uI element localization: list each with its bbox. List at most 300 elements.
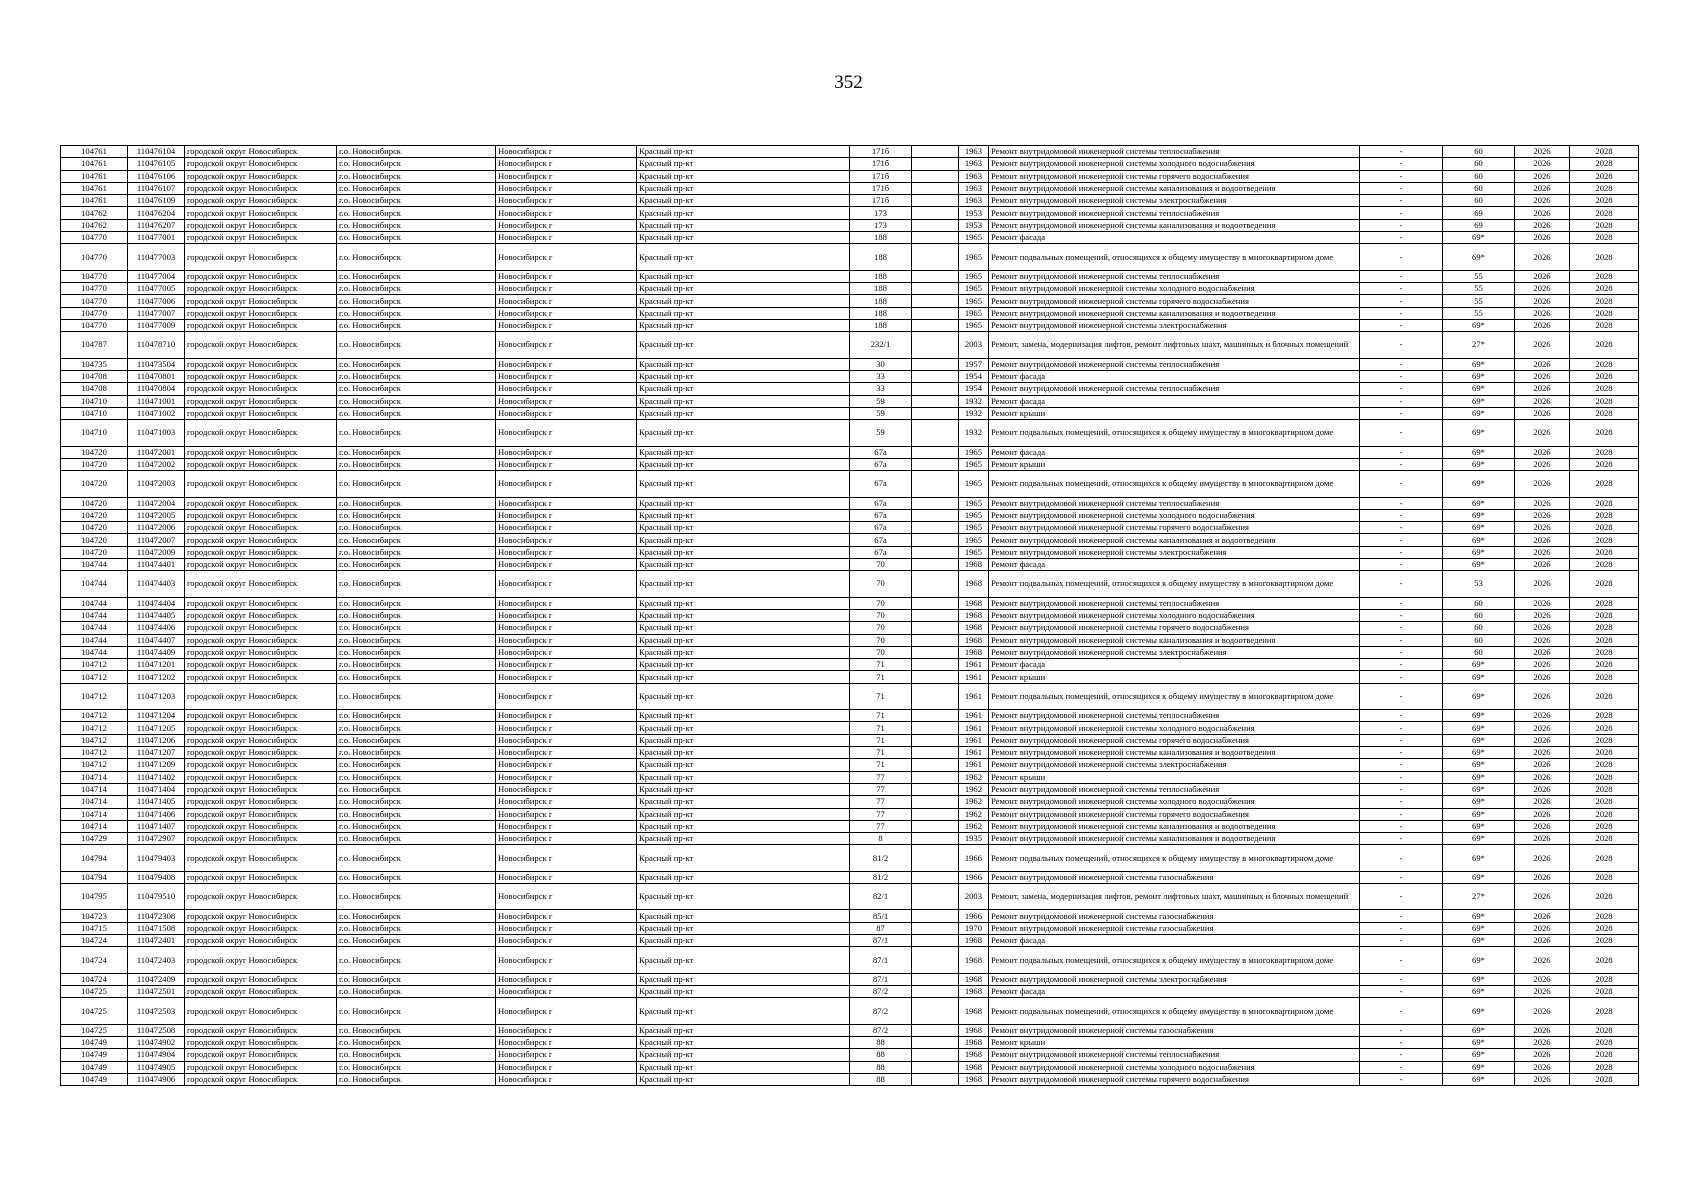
cell-period-start: 2026 (1515, 270, 1570, 282)
cell-period-start: 2026 (1515, 332, 1570, 358)
cell-housing-block (912, 747, 959, 759)
cell-house-id: 104725 (61, 1024, 128, 1036)
cell-settlement: г.о. Новосибирск (337, 597, 496, 609)
cell-period-end: 2028 (1570, 370, 1639, 382)
cell-municipal-district: городской округ Новосибирск (185, 646, 337, 658)
table-row (61, 370, 1639, 382)
cell-percent: 55 (1443, 307, 1515, 319)
cell-housing-block (912, 1037, 959, 1049)
cell-cost: - (1360, 833, 1443, 845)
cell-percent: 69* (1443, 710, 1515, 722)
cell-work-id: 110476109 (128, 195, 185, 207)
cell-percent: 69 (1443, 219, 1515, 231)
cell-work-type: Ремонт внутридомовой инженерной системы холодного водоснабжения (989, 609, 1360, 621)
cell-work-type: Ремонт внутридомовой инженерной системы горячего водоснабжения (989, 522, 1360, 534)
cell-settlement: г.о. Новосибирск (337, 571, 496, 597)
cell-period-start: 2026 (1515, 558, 1570, 570)
cell-work-id: 110476204 (128, 207, 185, 219)
cell-build-year: 1965 (959, 546, 989, 558)
cell-municipal-district: городской округ Новосибирск (185, 820, 337, 832)
cell-percent: 69* (1443, 319, 1515, 331)
cell-housing-block (912, 998, 959, 1024)
cell-build-year: 1961 (959, 659, 989, 671)
cell-build-year: 1961 (959, 671, 989, 683)
cell-cost: - (1360, 158, 1443, 170)
cell-city: Новосибирск г (496, 158, 637, 170)
cell-housing-block (912, 986, 959, 998)
cell-city: Новосибирск г (496, 597, 637, 609)
cell-percent: 69* (1443, 922, 1515, 934)
cell-period-end: 2028 (1570, 383, 1639, 395)
cell-build-year: 1965 (959, 232, 989, 244)
cell-street: Красный пр-кт (637, 170, 850, 182)
table-row (61, 734, 1639, 746)
cell-city: Новосибирск г (496, 884, 637, 910)
cell-settlement: г.о. Новосибирск (337, 207, 496, 219)
cell-house-id: 104712 (61, 659, 128, 671)
cell-cost: - (1360, 845, 1443, 871)
cell-period-end: 2028 (1570, 207, 1639, 219)
cell-period-end: 2028 (1570, 1073, 1639, 1085)
cell-house-id: 104710 (61, 420, 128, 446)
cell-street: Красный пр-кт (637, 395, 850, 407)
cell-municipal-district: городской округ Новосибирск (185, 671, 337, 683)
cell-settlement: г.о. Новосибирск (337, 471, 496, 497)
cell-percent: 55 (1443, 295, 1515, 307)
cell-period-start: 2026 (1515, 283, 1570, 295)
cell-cost: - (1360, 986, 1443, 998)
cell-percent: 69* (1443, 471, 1515, 497)
cell-street: Красный пр-кт (637, 232, 850, 244)
cell-cost: - (1360, 244, 1443, 270)
cell-municipal-district: городской округ Новосибирск (185, 910, 337, 922)
cell-housing-block (912, 947, 959, 973)
cell-work-id: 110479408 (128, 871, 185, 883)
table-row (61, 683, 1639, 709)
cell-city: Новосибирск г (496, 1061, 637, 1073)
cell-cost: - (1360, 820, 1443, 832)
cell-house-id: 104712 (61, 710, 128, 722)
cell-percent: 69* (1443, 420, 1515, 446)
cell-period-end: 2028 (1570, 808, 1639, 820)
cell-settlement: г.о. Новосибирск (337, 910, 496, 922)
cell-percent: 69* (1443, 232, 1515, 244)
cell-housing-block (912, 659, 959, 671)
cell-work-type: Ремонт внутридомовой инженерной системы горячего водоснабжения (989, 295, 1360, 307)
table-row (61, 446, 1639, 458)
cell-build-year: 1968 (959, 571, 989, 597)
cell-street: Красный пр-кт (637, 146, 850, 158)
cell-work-type: Ремонт внутридомовой инженерной системы газоснабжения (989, 1024, 1360, 1036)
cell-percent: 27* (1443, 884, 1515, 910)
cell-work-id: 110479510 (128, 884, 185, 910)
cell-build-year: 1954 (959, 383, 989, 395)
cell-build-year: 1965 (959, 509, 989, 521)
cell-settlement: г.о. Новосибирск (337, 458, 496, 470)
table-row (61, 722, 1639, 734)
cell-period-start: 2026 (1515, 207, 1570, 219)
cell-cost: - (1360, 871, 1443, 883)
cell-municipal-district: городской округ Новосибирск (185, 796, 337, 808)
cell-settlement: г.о. Новосибирск (337, 833, 496, 845)
cell-settlement: г.о. Новосибирск (337, 646, 496, 658)
table-row (61, 998, 1639, 1024)
cell-municipal-district: городской округ Новосибирск (185, 522, 337, 534)
cell-house-number: 77 (850, 783, 912, 795)
cell-settlement: г.о. Новосибирск (337, 947, 496, 973)
table-row (61, 358, 1639, 370)
cell-period-end: 2028 (1570, 998, 1639, 1024)
cell-period-end: 2028 (1570, 534, 1639, 546)
cell-city: Новосибирск г (496, 771, 637, 783)
cell-house-number: 67а (850, 522, 912, 534)
cell-period-start: 2026 (1515, 407, 1570, 419)
cell-housing-block (912, 871, 959, 883)
cell-percent: 69* (1443, 509, 1515, 521)
cell-period-end: 2028 (1570, 471, 1639, 497)
cell-house-number: 71 (850, 683, 912, 709)
cell-city: Новосибирск г (496, 646, 637, 658)
cell-period-start: 2026 (1515, 710, 1570, 722)
cell-period-end: 2028 (1570, 546, 1639, 558)
cell-period-end: 2028 (1570, 358, 1639, 370)
cell-settlement: г.о. Новосибирск (337, 922, 496, 934)
cell-work-type: Ремонт внутридомовой инженерной системы горячего водоснабжения (989, 1073, 1360, 1085)
cell-house-number: 87/2 (850, 998, 912, 1024)
cell-housing-block (912, 471, 959, 497)
table-row (61, 195, 1639, 207)
cell-city: Новосибирск г (496, 922, 637, 934)
cell-percent: 55 (1443, 270, 1515, 282)
cell-percent: 60 (1443, 195, 1515, 207)
cell-house-number: 77 (850, 771, 912, 783)
cell-settlement: г.о. Новосибирск (337, 871, 496, 883)
cell-municipal-district: городской округ Новосибирск (185, 295, 337, 307)
cell-build-year: 1965 (959, 319, 989, 331)
cell-period-start: 2026 (1515, 146, 1570, 158)
cell-street: Красный пр-кт (637, 1024, 850, 1036)
cell-housing-block (912, 420, 959, 446)
table-row (61, 884, 1639, 910)
cell-house-number: 87/1 (850, 973, 912, 985)
cell-municipal-district: городской округ Новосибирск (185, 947, 337, 973)
cell-house-id: 104708 (61, 370, 128, 382)
cell-cost: - (1360, 207, 1443, 219)
table-row (61, 973, 1639, 985)
cell-build-year: 1963 (959, 195, 989, 207)
table-row (61, 244, 1639, 270)
cell-work-type: Ремонт внутридомовой инженерной системы холодного водоснабжения (989, 1061, 1360, 1073)
cell-house-id: 104749 (61, 1073, 128, 1085)
cell-build-year: 1968 (959, 1073, 989, 1085)
cell-work-type: Ремонт фасада (989, 986, 1360, 998)
cell-housing-block (912, 683, 959, 709)
cell-period-start: 2026 (1515, 1073, 1570, 1085)
cell-house-number: 67а (850, 497, 912, 509)
cell-settlement: г.о. Новосибирск (337, 722, 496, 734)
cell-housing-block (912, 383, 959, 395)
cell-percent: 69* (1443, 546, 1515, 558)
cell-house-number: 77 (850, 808, 912, 820)
cell-cost: - (1360, 283, 1443, 295)
cell-house-id: 104744 (61, 646, 128, 658)
cell-municipal-district: городской округ Новосибирск (185, 597, 337, 609)
cell-city: Новосибирск г (496, 986, 637, 998)
cell-work-id: 110478710 (128, 332, 185, 358)
cell-period-start: 2026 (1515, 947, 1570, 973)
cell-municipal-district: городской округ Новосибирск (185, 446, 337, 458)
cell-work-id: 110471402 (128, 771, 185, 783)
cell-build-year: 1965 (959, 497, 989, 509)
cell-municipal-district: городской округ Новосибирск (185, 986, 337, 998)
cell-work-type: Ремонт фасада (989, 395, 1360, 407)
cell-percent: 60 (1443, 634, 1515, 646)
cell-street: Красный пр-кт (637, 609, 850, 621)
cell-percent: 69* (1443, 659, 1515, 671)
cell-house-number: 173 (850, 207, 912, 219)
cell-period-start: 2026 (1515, 597, 1570, 609)
table-row (61, 671, 1639, 683)
cell-house-number: 67а (850, 471, 912, 497)
cell-period-start: 2026 (1515, 922, 1570, 934)
cell-street: Красный пр-кт (637, 358, 850, 370)
cell-period-end: 2028 (1570, 1024, 1639, 1036)
cell-house-id: 104749 (61, 1061, 128, 1073)
cell-period-start: 2026 (1515, 646, 1570, 658)
cell-settlement: г.о. Новосибирск (337, 796, 496, 808)
cell-street: Красный пр-кт (637, 783, 850, 795)
table-row (61, 158, 1639, 170)
cell-house-number: 188 (850, 307, 912, 319)
cell-house-number: 71 (850, 671, 912, 683)
cell-work-id: 110471407 (128, 820, 185, 832)
cell-work-id: 110471201 (128, 659, 185, 671)
cell-housing-block (912, 935, 959, 947)
cell-percent: 69* (1443, 446, 1515, 458)
cell-work-type: Ремонт внутридомовой инженерной системы теплоснабжения (989, 207, 1360, 219)
cell-street: Красный пр-кт (637, 370, 850, 382)
cell-percent: 69* (1443, 759, 1515, 771)
cell-build-year: 1963 (959, 146, 989, 158)
cell-work-id: 110479403 (128, 845, 185, 871)
cell-settlement: г.о. Новосибирск (337, 609, 496, 621)
cell-work-type: Ремонт внутридомовой инженерной системы теплоснабжения (989, 358, 1360, 370)
cell-house-id: 104724 (61, 935, 128, 947)
cell-work-type: Ремонт внутридомовой инженерной системы холодного водоснабжения (989, 796, 1360, 808)
cell-street: Красный пр-кт (637, 759, 850, 771)
cell-period-end: 2028 (1570, 420, 1639, 446)
cell-percent: 69* (1443, 395, 1515, 407)
cell-build-year: 1962 (959, 783, 989, 795)
cell-work-id: 110472308 (128, 910, 185, 922)
cell-period-end: 2028 (1570, 1061, 1639, 1073)
cell-work-type: Ремонт крыши (989, 458, 1360, 470)
cell-municipal-district: городской округ Новосибирск (185, 319, 337, 331)
cell-housing-block (912, 771, 959, 783)
cell-work-type: Ремонт внутридомовой инженерной системы горячего водоснабжения (989, 170, 1360, 182)
cell-cost: - (1360, 497, 1443, 509)
cell-period-start: 2026 (1515, 998, 1570, 1024)
cell-build-year: 1965 (959, 295, 989, 307)
cell-work-id: 110476107 (128, 182, 185, 194)
cell-percent: 69* (1443, 796, 1515, 808)
cell-municipal-district: городской округ Новосибирск (185, 808, 337, 820)
cell-housing-block (912, 922, 959, 934)
cell-period-start: 2026 (1515, 182, 1570, 194)
cell-work-type: Ремонт внутридомовой инженерной системы теплоснабжения (989, 146, 1360, 158)
cell-city: Новосибирск г (496, 283, 637, 295)
cell-build-year: 1953 (959, 219, 989, 231)
cell-street: Красный пр-кт (637, 319, 850, 331)
cell-cost: - (1360, 270, 1443, 282)
cell-municipal-district: городской округ Новосибирск (185, 1024, 337, 1036)
table-row (61, 1049, 1639, 1061)
cell-percent: 69* (1443, 358, 1515, 370)
cell-housing-block (912, 319, 959, 331)
cell-house-id: 104770 (61, 244, 128, 270)
cell-period-end: 2028 (1570, 195, 1639, 207)
cell-build-year: 1965 (959, 522, 989, 534)
cell-municipal-district: городской округ Новосибирск (185, 497, 337, 509)
cell-period-start: 2026 (1515, 522, 1570, 534)
cell-period-start: 2026 (1515, 1049, 1570, 1061)
cell-city: Новосибирск г (496, 358, 637, 370)
cell-municipal-district: городской округ Новосибирск (185, 182, 337, 194)
cell-percent: 69* (1443, 497, 1515, 509)
cell-house-number: 88 (850, 1061, 912, 1073)
cell-cost: - (1360, 734, 1443, 746)
cell-settlement: г.о. Новосибирск (337, 783, 496, 795)
table-row (61, 471, 1639, 497)
cell-house-id: 104712 (61, 759, 128, 771)
cell-percent: 69* (1443, 783, 1515, 795)
cell-municipal-district: городской округ Новосибирск (185, 283, 337, 295)
cell-period-end: 2028 (1570, 671, 1639, 683)
cell-work-type: Ремонт подвальных помещений, относящихся к общему имуществу в многоквартирном доме (989, 244, 1360, 270)
cell-house-id: 104787 (61, 332, 128, 358)
cell-period-end: 2028 (1570, 182, 1639, 194)
cell-work-id: 110472003 (128, 471, 185, 497)
cell-percent: 69* (1443, 1061, 1515, 1073)
cell-housing-block (912, 332, 959, 358)
cell-cost: - (1360, 195, 1443, 207)
cell-municipal-district: городской округ Новосибирск (185, 833, 337, 845)
cell-period-start: 2026 (1515, 747, 1570, 759)
cell-period-end: 2028 (1570, 734, 1639, 746)
cell-period-start: 2026 (1515, 820, 1570, 832)
cell-cost: - (1360, 219, 1443, 231)
cell-housing-block (912, 622, 959, 634)
cell-settlement: г.о. Новосибирск (337, 146, 496, 158)
cell-percent: 69* (1443, 734, 1515, 746)
table-row (61, 558, 1639, 570)
cell-house-number: 71 (850, 710, 912, 722)
cell-percent: 60 (1443, 609, 1515, 621)
cell-period-end: 2028 (1570, 295, 1639, 307)
cell-build-year: 1968 (959, 1049, 989, 1061)
cell-street: Красный пр-кт (637, 420, 850, 446)
cell-municipal-district: городской округ Новосибирск (185, 558, 337, 570)
table-row (61, 759, 1639, 771)
cell-city: Новосибирск г (496, 332, 637, 358)
cell-street: Красный пр-кт (637, 973, 850, 985)
cell-housing-block (912, 195, 959, 207)
cell-percent: 69* (1443, 534, 1515, 546)
cell-period-end: 2028 (1570, 244, 1639, 270)
cell-period-end: 2028 (1570, 446, 1639, 458)
cell-city: Новосибирск г (496, 458, 637, 470)
cell-house-id: 104744 (61, 597, 128, 609)
cell-housing-block (912, 634, 959, 646)
cell-work-type: Ремонт внутридомовой инженерной системы электроснабжения (989, 319, 1360, 331)
cell-city: Новосибирск г (496, 307, 637, 319)
page-number: 352 (834, 72, 863, 93)
cell-house-number: 171б (850, 170, 912, 182)
cell-percent: 69* (1443, 683, 1515, 709)
cell-housing-block (912, 1024, 959, 1036)
cell-period-start: 2026 (1515, 509, 1570, 521)
cell-housing-block (912, 759, 959, 771)
cell-municipal-district: городской округ Новосибирск (185, 370, 337, 382)
cell-period-start: 2026 (1515, 458, 1570, 470)
cell-house-number: 232/1 (850, 332, 912, 358)
cell-municipal-district: городской округ Новосибирск (185, 622, 337, 634)
cell-work-type: Ремонт подвальных помещений, относящихся к общему имуществу в многоквартирном доме (989, 471, 1360, 497)
cell-work-type: Ремонт внутридомовой инженерной системы холодного водоснабжения (989, 158, 1360, 170)
cell-street: Красный пр-кт (637, 1061, 850, 1073)
cell-period-end: 2028 (1570, 170, 1639, 182)
cell-city: Новосибирск г (496, 207, 637, 219)
cell-house-id: 104720 (61, 546, 128, 558)
cell-cost: - (1360, 407, 1443, 419)
cell-build-year: 1965 (959, 270, 989, 282)
cell-period-start: 2026 (1515, 609, 1570, 621)
cell-settlement: г.о. Новосибирск (337, 845, 496, 871)
cell-municipal-district: городской округ Новосибирск (185, 170, 337, 182)
cell-period-end: 2028 (1570, 722, 1639, 734)
cell-period-start: 2026 (1515, 771, 1570, 783)
cell-work-type: Ремонт крыши (989, 407, 1360, 419)
cell-settlement: г.о. Новосибирск (337, 634, 496, 646)
cell-settlement: г.о. Новосибирск (337, 270, 496, 282)
cell-work-id: 110472409 (128, 973, 185, 985)
cell-settlement: г.о. Новосибирск (337, 759, 496, 771)
cell-municipal-district: городской округ Новосибирск (185, 734, 337, 746)
table-row (61, 1037, 1639, 1049)
cell-period-end: 2028 (1570, 947, 1639, 973)
cell-municipal-district: городской округ Новосибирск (185, 420, 337, 446)
cell-work-id: 110471508 (128, 922, 185, 934)
cell-period-start: 2026 (1515, 232, 1570, 244)
cell-housing-block (912, 244, 959, 270)
cell-period-end: 2028 (1570, 597, 1639, 609)
cell-municipal-district: городской округ Новосибирск (185, 783, 337, 795)
cell-municipal-district: городской округ Новосибирск (185, 471, 337, 497)
cell-work-type: Ремонт подвальных помещений, относящихся к общему имуществу в многоквартирном доме (989, 998, 1360, 1024)
table-row (61, 207, 1639, 219)
cell-house-id: 104749 (61, 1049, 128, 1061)
cell-city: Новосибирск г (496, 609, 637, 621)
cell-house-number: 188 (850, 283, 912, 295)
cell-settlement: г.о. Новосибирск (337, 1049, 496, 1061)
cell-period-start: 2026 (1515, 871, 1570, 883)
cell-housing-block (912, 546, 959, 558)
cell-work-id: 110472005 (128, 509, 185, 521)
cell-street: Красный пр-кт (637, 796, 850, 808)
cell-cost: - (1360, 522, 1443, 534)
cell-house-id: 104714 (61, 808, 128, 820)
cell-work-type: Ремонт внутридомовой инженерной системы холодного водоснабжения (989, 722, 1360, 734)
